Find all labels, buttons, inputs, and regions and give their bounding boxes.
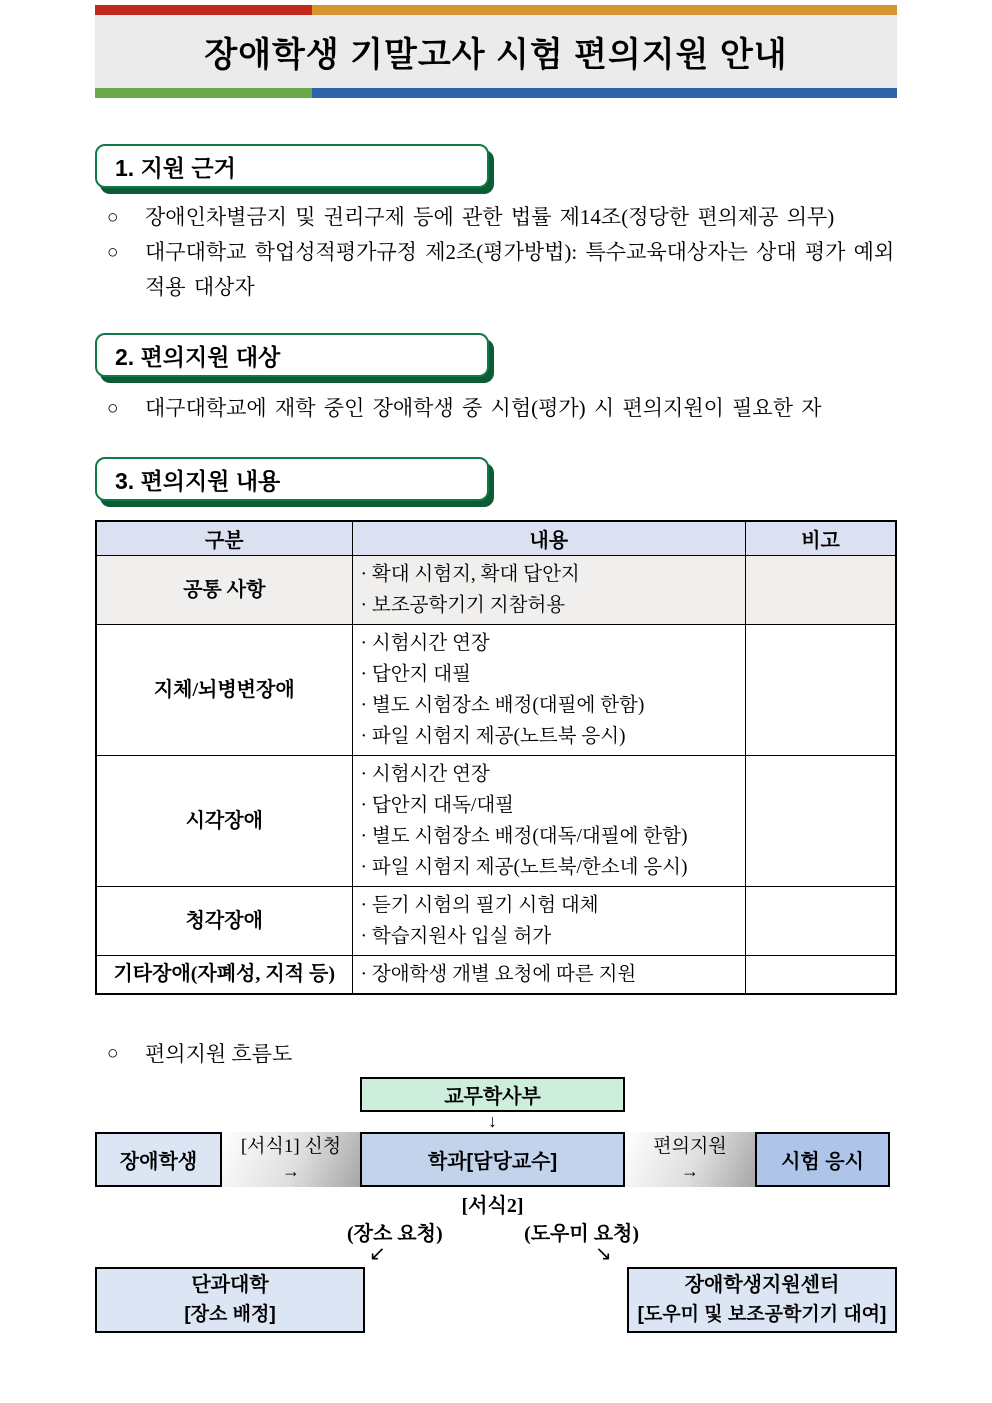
item-line: · 파일 시험지 제공(노트북 응시) bbox=[360, 725, 626, 747]
table-row bbox=[96, 755, 896, 886]
item-line: · 별도 시험장소 배정(대독/대필에 한함) bbox=[360, 825, 688, 847]
title-banner bbox=[95, 5, 897, 98]
row-items bbox=[352, 755, 746, 886]
circle-bullet-icon: ○ bbox=[107, 242, 119, 263]
place-request-label: (장소 요청) bbox=[347, 1222, 443, 1245]
item-line: · 학습지원사 입실 허가 bbox=[360, 925, 552, 947]
flow-box-center-sub: [도우미 및 보조공학기기 대여] bbox=[637, 1303, 887, 1325]
flow-box-academic-affairs: 교무학사부 bbox=[360, 1077, 625, 1112]
banner-top-bars bbox=[95, 5, 897, 15]
table-row bbox=[96, 886, 896, 955]
down-right-arrow-icon: ↘ bbox=[595, 1242, 612, 1265]
row-category: 지체/뇌병변장애 bbox=[96, 624, 352, 755]
right-arrow-icon: → bbox=[282, 1161, 300, 1181]
bullet-text: 장애인차별금지 및 권리구제 등에 관한 법률 제14조(정당한 편의제공 의무) bbox=[145, 205, 835, 229]
flow-band-label: 편의지원 bbox=[653, 1136, 727, 1157]
right-arrow-icon: → bbox=[681, 1161, 699, 1181]
helper-request-label: (도우미 요청) bbox=[524, 1222, 639, 1245]
bullet-text: 대구대학교에 재학 중인 장애학생 중 시험(평가) 시 편의지원이 필요한 자 bbox=[145, 396, 822, 420]
banner-bar-blue bbox=[312, 88, 897, 98]
row-note bbox=[746, 555, 896, 624]
item-line: · 파일 시험지 제공(노트북/한소네 응시) bbox=[360, 856, 688, 878]
flow-box-support-center bbox=[627, 1267, 897, 1333]
flow-band-support bbox=[625, 1132, 755, 1187]
item-line: · 확대 시험지, 확대 답안지 bbox=[360, 563, 580, 585]
flow-box-college bbox=[95, 1267, 365, 1333]
section-heading-label: 1. 지원 근거 bbox=[115, 154, 236, 181]
column-header-category: 구분 bbox=[96, 521, 352, 555]
section-2-bullets bbox=[95, 391, 897, 426]
table-header-row bbox=[96, 521, 896, 555]
flow-box-center-title: 장애학생지원센터 bbox=[684, 1273, 840, 1296]
flowchart-heading bbox=[95, 1039, 897, 1069]
circle-bullet-icon: ○ bbox=[107, 207, 119, 228]
flow-box-department: 학과[담당교수] bbox=[360, 1132, 625, 1187]
bullet-text: 대구대학교 학업성적평가규정 제2조(평가방법): 특수교육대상자는 상대 평가 예외 적용 대상자 bbox=[145, 240, 895, 299]
banner-bar-red bbox=[95, 5, 312, 15]
row-category: 청각장애 bbox=[96, 886, 352, 955]
row-note bbox=[746, 886, 896, 955]
section-1-bullets bbox=[95, 200, 897, 305]
item-line: · 장애학생 개별 요청에 따른 지원 bbox=[360, 963, 637, 985]
row-items bbox=[352, 555, 746, 624]
table-row bbox=[96, 955, 896, 994]
column-header-note: 비고 bbox=[746, 521, 896, 555]
flow-band-label: [서식1] 신청 bbox=[240, 1136, 342, 1157]
row-items bbox=[352, 886, 746, 955]
item-line: · 별도 시험장소 배정(대필에 한함) bbox=[360, 694, 645, 716]
circle-bullet-icon: ○ bbox=[107, 1042, 119, 1064]
row-category: 기타장애(자폐성, 지적 등) bbox=[96, 955, 352, 994]
table-row bbox=[96, 624, 896, 755]
down-left-arrow-icon: ↙ bbox=[369, 1242, 386, 1265]
section-heading-label: 2. 편의지원 대상 bbox=[115, 343, 281, 370]
item-line: · 답안지 대필 bbox=[360, 663, 471, 685]
circle-bullet-icon: ○ bbox=[107, 398, 119, 419]
support-flowchart bbox=[95, 1077, 897, 1335]
row-items bbox=[352, 955, 746, 994]
column-header-content: 내용 bbox=[352, 521, 746, 555]
section-heading-support-target bbox=[95, 333, 489, 377]
item-line: · 답안지 대독/대필 bbox=[360, 794, 515, 816]
flow-box-college-title: 단과대학 bbox=[191, 1273, 269, 1296]
page-title: 장애학생 기말고사 시험 편의지원 안내 bbox=[204, 36, 788, 74]
flow-box-exam: 시험 응시 bbox=[755, 1132, 890, 1187]
flow-box-college-sub: [장소 배정] bbox=[184, 1303, 276, 1325]
banner-bar-green bbox=[95, 88, 312, 98]
section-heading-label: 3. 편의지원 내용 bbox=[115, 467, 281, 494]
bullet-item bbox=[95, 235, 897, 305]
banner-body bbox=[95, 15, 897, 88]
row-note bbox=[746, 755, 896, 886]
item-line: · 듣기 시험의 필기 시험 대체 bbox=[360, 894, 599, 916]
flow-band-application bbox=[222, 1132, 360, 1187]
item-line: · 시험시간 연장 bbox=[360, 763, 490, 785]
down-arrow-icon: ↓ bbox=[488, 1110, 497, 1131]
banner-bottom-bars bbox=[95, 88, 897, 98]
flow-box-student: 장애학생 bbox=[95, 1132, 222, 1187]
bullet-item bbox=[95, 200, 897, 235]
table-row bbox=[96, 555, 896, 624]
section-heading-support-basis bbox=[95, 144, 489, 188]
row-category: 공통 사항 bbox=[96, 555, 352, 624]
section-heading-support-content bbox=[95, 457, 489, 501]
flowchart-heading-label: 편의지원 흐름도 bbox=[145, 1041, 293, 1066]
row-note bbox=[746, 955, 896, 994]
row-items bbox=[352, 624, 746, 755]
banner-bar-orange bbox=[312, 5, 897, 15]
row-note bbox=[746, 624, 896, 755]
row-category: 시각장애 bbox=[96, 755, 352, 886]
item-line: · 시험시간 연장 bbox=[360, 632, 490, 654]
flow-form2-label: [서식2] bbox=[461, 1194, 524, 1217]
item-line: · 보조공학기기 지참허용 bbox=[360, 594, 566, 616]
bullet-item bbox=[95, 391, 897, 426]
support-content-table bbox=[95, 520, 897, 995]
